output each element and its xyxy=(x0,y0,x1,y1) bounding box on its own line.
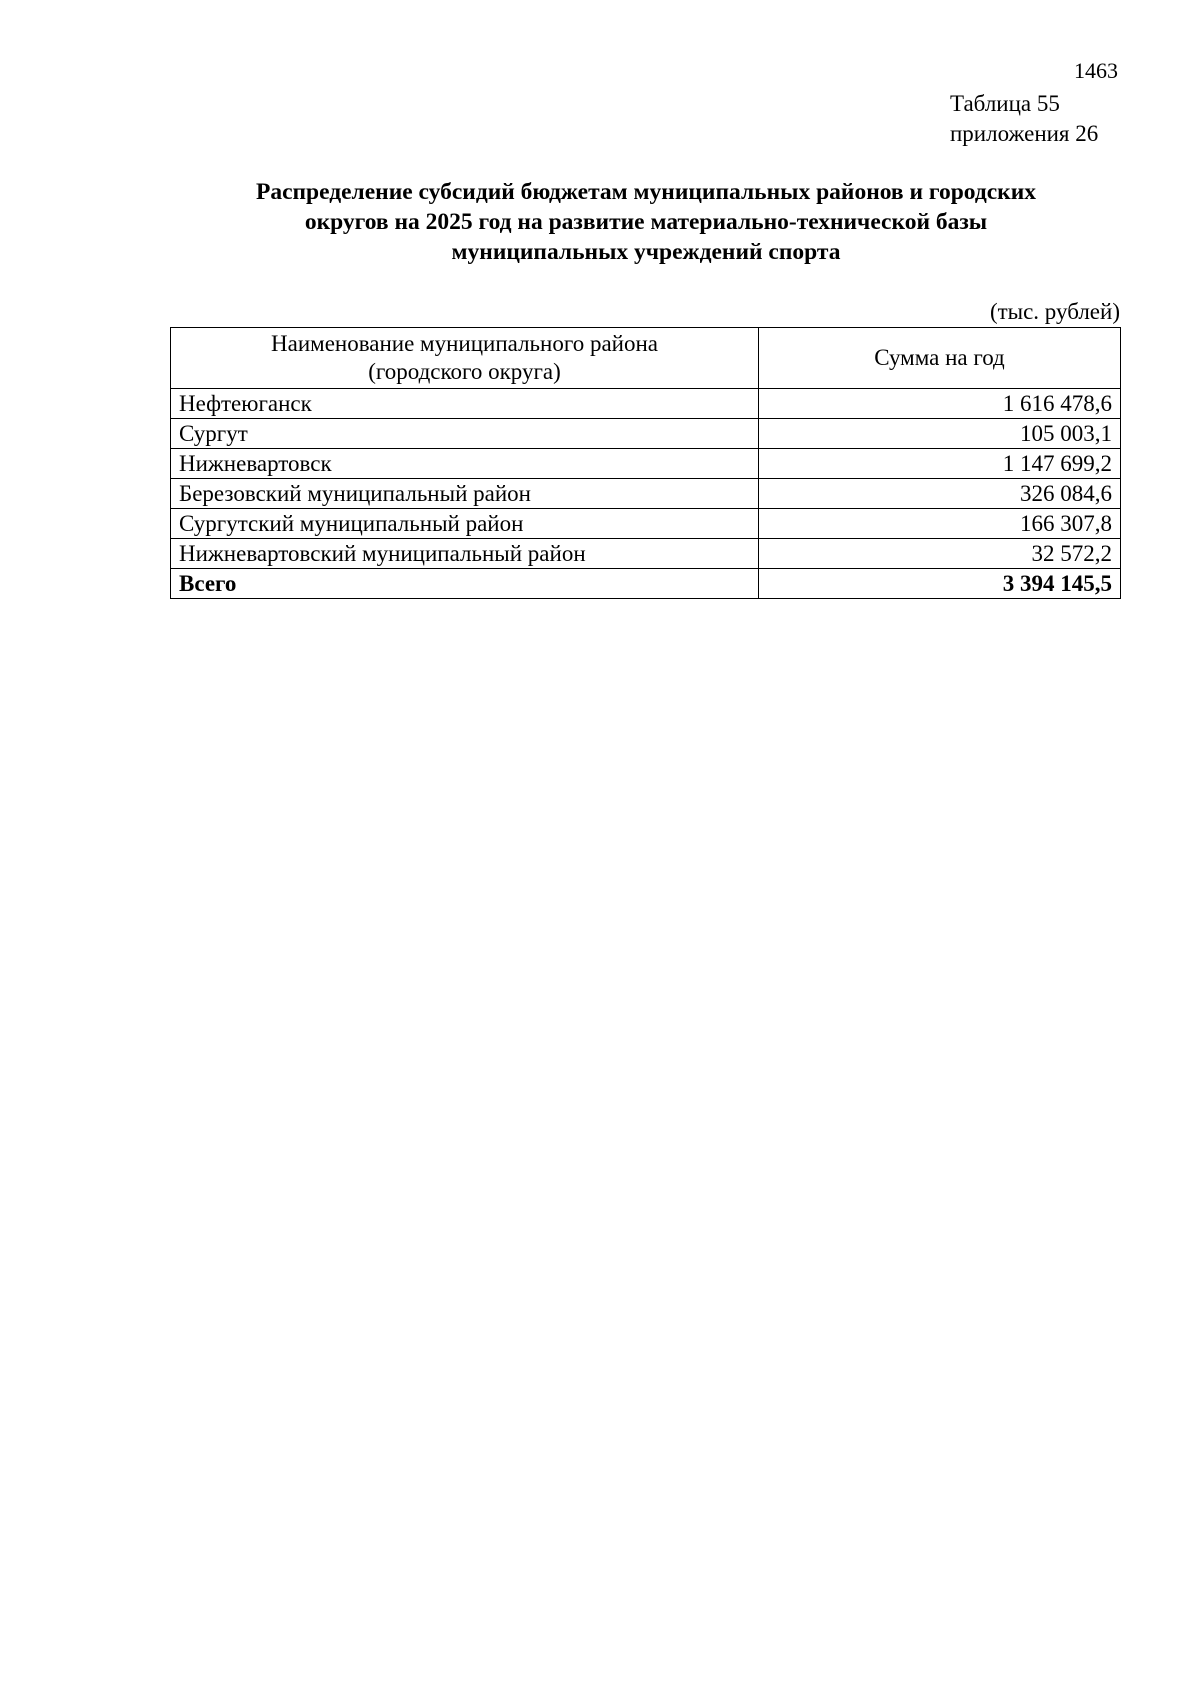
title-line: округов на 2025 год на развитие материально-технической базы xyxy=(304,209,988,235)
header-amount: Сумма на год xyxy=(759,328,1121,389)
title-line: муниципальных учреждений спорта xyxy=(451,239,841,265)
row-name: Нефтеюганск xyxy=(171,389,759,419)
table-row xyxy=(171,449,1121,479)
table-row xyxy=(171,509,1121,539)
row-amount: 32 572,2 xyxy=(759,539,1121,569)
table-row xyxy=(171,419,1121,449)
table-row xyxy=(171,539,1121,569)
subsidy-table xyxy=(170,327,1121,599)
document-title xyxy=(170,177,1122,267)
table-reference xyxy=(950,89,1098,149)
title-line: Распределение субсидий бюджетам муниципальных районов и городских xyxy=(255,179,1037,205)
row-amount: 1 616 478,6 xyxy=(759,389,1121,419)
table-number: Таблица 55 xyxy=(950,91,1060,116)
header-name-line: (городского округа) xyxy=(368,359,561,384)
table-header-row xyxy=(171,328,1121,389)
row-name: Нижневартовский муниципальный район xyxy=(171,539,759,569)
row-name: Березовский муниципальный район xyxy=(171,479,759,509)
table-row xyxy=(171,479,1121,509)
row-amount: 326 084,6 xyxy=(759,479,1121,509)
total-row xyxy=(171,569,1121,599)
header-name-line: Наименование муниципального района xyxy=(271,331,658,356)
total-amount: 3 394 145,5 xyxy=(759,569,1121,599)
total-label: Всего xyxy=(171,569,759,599)
table-row xyxy=(171,389,1121,419)
page-number: 1463 xyxy=(1074,58,1118,83)
row-name: Сургут xyxy=(171,419,759,449)
row-amount: 166 307,8 xyxy=(759,509,1121,539)
row-name: Нижневартовск xyxy=(171,449,759,479)
header-name xyxy=(171,328,759,389)
row-name: Сургутский муниципальный район xyxy=(171,509,759,539)
row-amount: 105 003,1 xyxy=(759,419,1121,449)
appendix-reference: приложения 26 xyxy=(950,121,1099,146)
row-amount: 1 147 699,2 xyxy=(759,449,1121,479)
units-label: (тыс. рублей) xyxy=(989,299,1120,324)
